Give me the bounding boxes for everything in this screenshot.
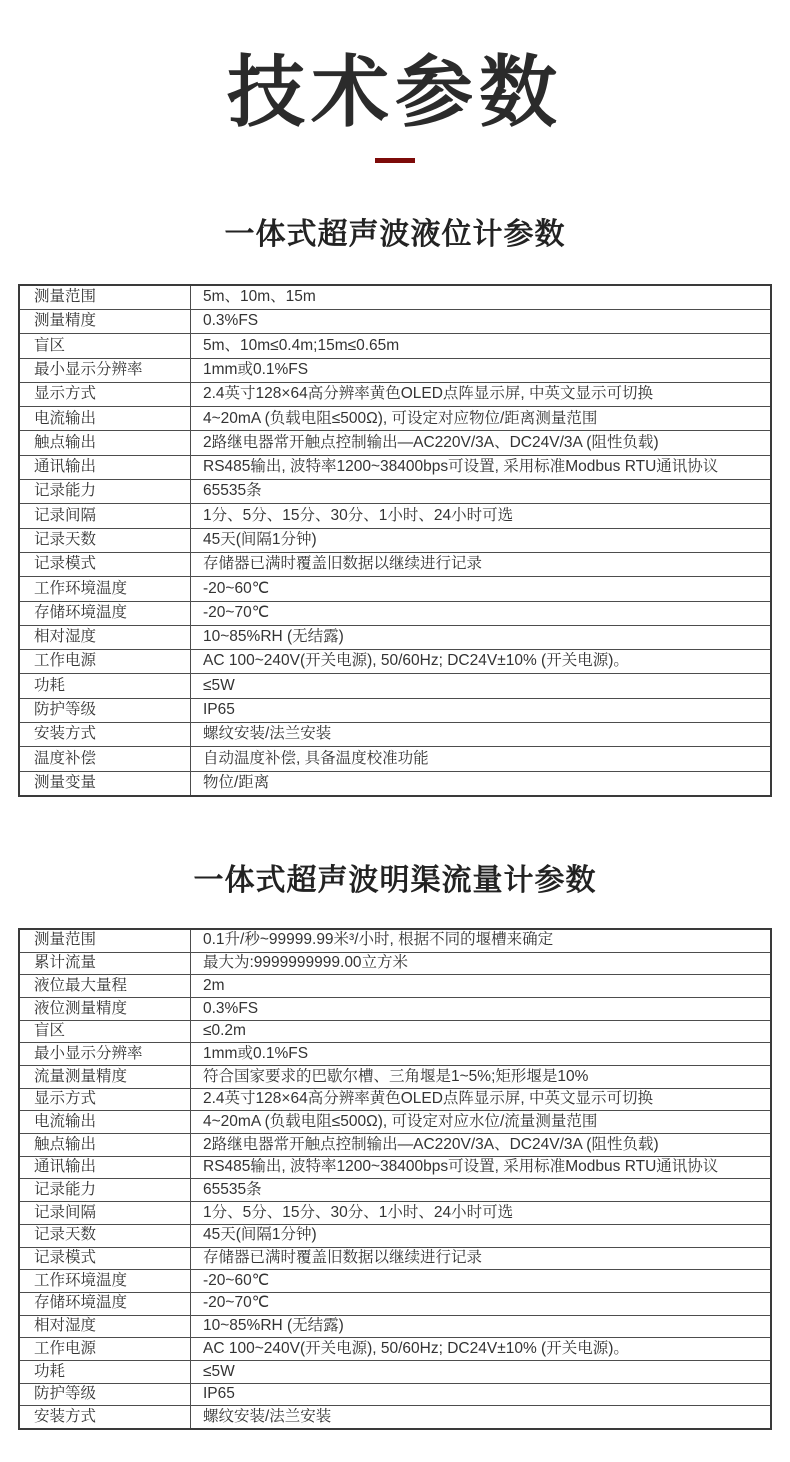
table-row	[19, 1156, 771, 1179]
table-row	[19, 1066, 771, 1089]
spec-value: 4~20mA (负载电阻≤500Ω), 可设定对应水位/流量测量范围	[191, 1111, 772, 1134]
spec-value: 符合国家要求的巴歇尔槽、三角堰是1~5%;矩形堰是10%	[191, 1066, 772, 1089]
level-meter-section-heading: 一体式超声波液位计参数	[224, 217, 566, 251]
spec-label: 通讯输出	[19, 1156, 191, 1179]
table-row	[19, 975, 771, 998]
spec-value: ≤0.2m	[191, 1020, 772, 1043]
spec-label: 存储环境温度	[19, 601, 191, 625]
spec-value: 自动温度补偿, 具备温度校准功能	[191, 747, 772, 771]
title-accent-divider	[375, 158, 415, 163]
spec-label: 相对湿度	[19, 1315, 191, 1338]
table-row	[19, 1315, 771, 1338]
table-row	[19, 407, 771, 431]
spec-value: 10~85%RH (无结露)	[191, 625, 772, 649]
spec-value: AC 100~240V(开关电源), 50/60Hz; DC24V±10% (开关电源)。	[191, 650, 772, 674]
spec-value: 1mm或0.1%FS	[191, 1043, 772, 1066]
spec-value: AC 100~240V(开关电源), 50/60Hz; DC24V±10% (开关电源)。	[191, 1338, 772, 1361]
section-level-meter	[0, 217, 790, 797]
table-row	[19, 480, 771, 504]
spec-label: 触点输出	[19, 431, 191, 455]
table-row	[19, 1224, 771, 1247]
table-row	[19, 1202, 771, 1225]
table-row	[19, 1247, 771, 1270]
spec-label: 流量测量精度	[19, 1066, 191, 1089]
table-row	[19, 431, 771, 455]
table-row	[19, 771, 771, 796]
spec-label: 测量变量	[19, 771, 191, 796]
spec-label: 相对湿度	[19, 625, 191, 649]
table-row	[19, 747, 771, 771]
spec-label: 最小显示分辨率	[19, 1043, 191, 1066]
spec-label: 记录模式	[19, 552, 191, 576]
spec-label: 安装方式	[19, 723, 191, 747]
table-row	[19, 1406, 771, 1429]
table-row	[19, 309, 771, 333]
spec-label: 功耗	[19, 1360, 191, 1383]
spec-value: 0.1升/秒~99999.99米³/小时, 根据不同的堰槽来确定	[191, 929, 772, 952]
spec-label: 记录间隔	[19, 504, 191, 528]
table-row	[19, 358, 771, 382]
section-flow-meter	[0, 863, 790, 1430]
spec-label: 记录能力	[19, 480, 191, 504]
spec-value: 0.3%FS	[191, 997, 772, 1020]
table-row	[19, 577, 771, 601]
table-row	[19, 334, 771, 358]
spec-value: 0.3%FS	[191, 309, 772, 333]
spec-label: 触点输出	[19, 1134, 191, 1157]
spec-value: 4~20mA (负载电阻≤500Ω), 可设定对应物位/距离测量范围	[191, 407, 772, 431]
spec-value: 2路继电器常开触点控制输出—AC220V/3A、DC24V/3A (阻性负载)	[191, 431, 772, 455]
spec-label: 工作电源	[19, 1338, 191, 1361]
spec-label: 记录能力	[19, 1179, 191, 1202]
spec-value: RS485输出, 波特率1200~38400bps可设置, 采用标准Modbus RTU通讯协议	[191, 1156, 772, 1179]
table-row	[19, 698, 771, 722]
table-row	[19, 528, 771, 552]
spec-label: 记录间隔	[19, 1202, 191, 1225]
spec-value: 5m、10m≤0.4m;15m≤0.65m	[191, 334, 772, 358]
spec-label: 盲区	[19, 334, 191, 358]
table-row	[19, 650, 771, 674]
spec-label: 最小显示分辨率	[19, 358, 191, 382]
spec-value: 5m、10m、15m	[191, 285, 772, 310]
spec-label: 温度补偿	[19, 747, 191, 771]
spec-value: -20~70℃	[191, 601, 772, 625]
table-row	[19, 1020, 771, 1043]
table-row	[19, 929, 771, 952]
spec-value: 1mm或0.1%FS	[191, 358, 772, 382]
spec-value: 2m	[191, 975, 772, 998]
spec-value: 65535条	[191, 1179, 772, 1202]
table-row	[19, 1360, 771, 1383]
spec-label: 记录天数	[19, 528, 191, 552]
spec-label: 工作环境温度	[19, 1270, 191, 1293]
spec-value: 1分、5分、15分、30分、1小时、24小时可选	[191, 1202, 772, 1225]
spec-label: 记录模式	[19, 1247, 191, 1270]
table-row	[19, 601, 771, 625]
spec-value: -20~60℃	[191, 577, 772, 601]
spec-label: 工作环境温度	[19, 577, 191, 601]
spec-value: IP65	[191, 698, 772, 722]
spec-value: ≤5W	[191, 674, 772, 698]
flow-meter-section-heading: 一体式超声波明渠流量计参数	[193, 863, 597, 897]
table-row	[19, 952, 771, 975]
spec-value: 存储器已满时覆盖旧数据以继续进行记录	[191, 552, 772, 576]
spec-label: 测量范围	[19, 929, 191, 952]
spec-label: 工作电源	[19, 650, 191, 674]
spec-value: 螺纹安装/法兰安装	[191, 1406, 772, 1429]
level-meter-spec-table	[18, 284, 772, 797]
spec-value: 螺纹安装/法兰安装	[191, 723, 772, 747]
spec-label: 防护等级	[19, 698, 191, 722]
spec-label: 存储环境温度	[19, 1292, 191, 1315]
table-row	[19, 1383, 771, 1406]
spec-value: 10~85%RH (无结露)	[191, 1315, 772, 1338]
table-row	[19, 455, 771, 479]
spec-value: 物位/距离	[191, 771, 772, 796]
spec-value: 1分、5分、15分、30分、1小时、24小时可选	[191, 504, 772, 528]
table-row	[19, 1088, 771, 1111]
table-row	[19, 1111, 771, 1134]
spec-value: 存储器已满时覆盖旧数据以继续进行记录	[191, 1247, 772, 1270]
page-title: 技术参数	[226, 48, 563, 136]
spec-label: 测量精度	[19, 309, 191, 333]
spec-label: 测量范围	[19, 285, 191, 310]
table-row	[19, 382, 771, 406]
table-row	[19, 1179, 771, 1202]
spec-value: -20~60℃	[191, 1270, 772, 1293]
spec-value: ≤5W	[191, 1360, 772, 1383]
spec-label: 液位最大量程	[19, 975, 191, 998]
spec-label: 盲区	[19, 1020, 191, 1043]
spec-label: 显示方式	[19, 382, 191, 406]
spec-value: 2.4英寸128×64高分辨率黄色OLED点阵显示屏, 中英文显示可切换	[191, 1088, 772, 1111]
table-row	[19, 1134, 771, 1157]
spec-value: 65535条	[191, 480, 772, 504]
table-row	[19, 625, 771, 649]
spec-label: 电流输出	[19, 407, 191, 431]
table-row	[19, 1043, 771, 1066]
table-row	[19, 674, 771, 698]
spec-label: 液位测量精度	[19, 997, 191, 1020]
table-row	[19, 1292, 771, 1315]
spec-value: IP65	[191, 1383, 772, 1406]
spec-label: 安装方式	[19, 1406, 191, 1429]
spec-label: 累计流量	[19, 952, 191, 975]
table-row	[19, 552, 771, 576]
table-row	[19, 1338, 771, 1361]
table-row	[19, 997, 771, 1020]
table-row	[19, 723, 771, 747]
flow-meter-spec-table	[18, 928, 772, 1430]
spec-value: 2路继电器常开触点控制输出—AC220V/3A、DC24V/3A (阻性负载)	[191, 1134, 772, 1157]
spec-label: 记录天数	[19, 1224, 191, 1247]
spec-label: 电流输出	[19, 1111, 191, 1134]
spec-value: 2.4英寸128×64高分辨率黄色OLED点阵显示屏, 中英文显示可切换	[191, 382, 772, 406]
spec-value: 最大为:9999999999.00立方米	[191, 952, 772, 975]
spec-value: RS485输出, 波特率1200~38400bps可设置, 采用标准Modbus RTU通讯协议	[191, 455, 772, 479]
spec-value: -20~70℃	[191, 1292, 772, 1315]
table-row	[19, 504, 771, 528]
table-row	[19, 285, 771, 310]
spec-label: 通讯输出	[19, 455, 191, 479]
spec-value: 45天(间隔1分钟)	[191, 1224, 772, 1247]
spec-label: 功耗	[19, 674, 191, 698]
spec-label: 显示方式	[19, 1088, 191, 1111]
spec-value: 45天(间隔1分钟)	[191, 528, 772, 552]
spec-label: 防护等级	[19, 1383, 191, 1406]
table-row	[19, 1270, 771, 1293]
